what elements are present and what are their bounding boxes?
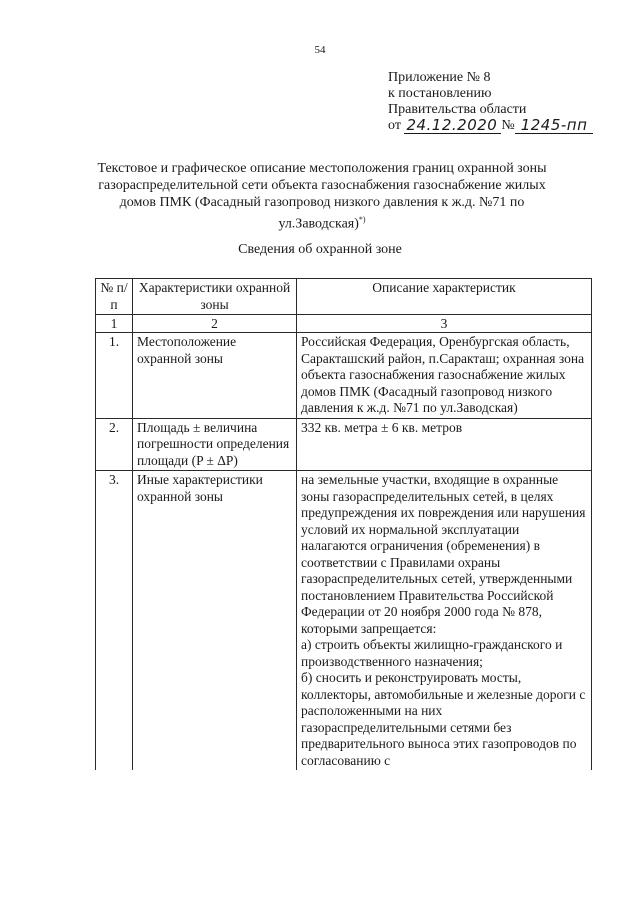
row-characteristic: Площадь ± величина погрешности определения площади (P ± ΔP) [133,418,297,471]
row-characteristic: Иные характеристики охранной зоны [133,471,297,771]
column-number: 2 [133,315,297,333]
from-label: от [388,118,401,133]
appendix-date-number-line [388,118,593,134]
column-number: 3 [297,315,592,333]
table-row [96,333,592,419]
document-title [80,160,564,233]
row-description: 332 кв. метра ± 6 кв. метров [297,418,592,471]
row-number: 2. [96,418,133,471]
table-header-row [96,279,592,315]
footnote-mark: *) [358,215,366,224]
row-number: 1. [96,333,133,419]
column-number-row [96,315,592,333]
protection-zone-table [95,278,592,770]
appendix-decree-line: к постановлению [388,86,492,101]
row-description: на земельные участки, входящие в охранные зоны газораспределительных сетей, в целях предупреждения их повреждения или нарушения условий их нормальной эксплуатации налагаются ограничения (обременения) в соответствии с Правилами охраны газораспределительных сетей, утвержденными постановлением Правительства Российской Федерации от 20 ноября 2000 года № 878, которыми запрещается: а) строить объекты жилищно-гражданского и производственного назначения; б) сносить и реконструировать мосты, коллекторы, автомобильные и железные дороги с расположенными на них газораспределительными сетями без предварительного выноса этих газопроводов по согласованию с [297,471,592,771]
row-characteristic: Местоположение охранной зоны [133,333,297,419]
page-number: 54 [314,44,326,56]
row-description: Российская Федерация, Оренбургская область, Саракташский район, п.Саракташ; охранная зона объекта газоснабжения газоснабжение жилых домов ПМК (Фасадный газопровод низкого давления к ж.д. №71 по ул.Заводская) [297,333,592,419]
row-number: 3. [96,471,133,771]
header-characteristics: Характеристики охранной зоны [133,279,297,315]
handwritten-number: 1245-пп [515,118,594,134]
appendix-government-line: Правительства области [388,102,527,117]
table-row [96,418,592,471]
number-label: № [501,118,515,133]
header-no: № п/п [96,279,133,315]
handwritten-date: 24.12.2020 [404,118,501,134]
appendix-block [388,70,593,134]
header-description: Описание характеристик [297,279,592,315]
appendix-title: Приложение № 8 [388,70,491,85]
column-number: 1 [96,315,133,333]
document-title-text: Текстовое и графическое описание местоположения границ охранной зоны газораспределительной сети объекта газоснабжения газоснабжение жилых домов ПМК (Фасадный газопровод низкого давления к ж.д. №71 по ул.Заводская) [97,161,547,232]
section-title: Сведения об охранной зоне [238,242,402,257]
table-row [96,471,592,771]
